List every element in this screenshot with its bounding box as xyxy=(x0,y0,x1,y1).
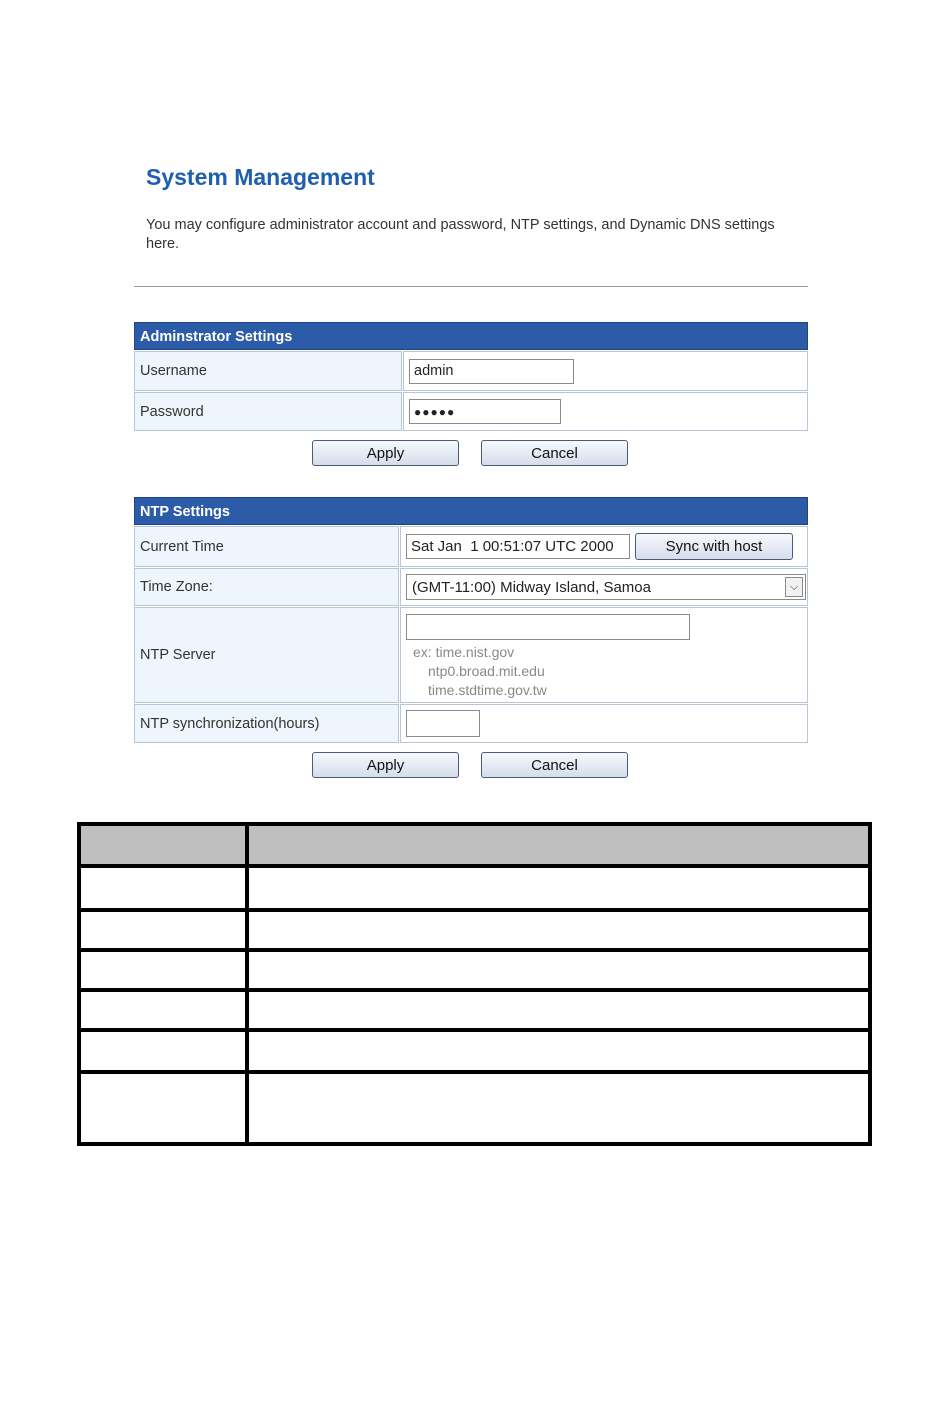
ntp-server-hints xyxy=(406,643,547,700)
doc-table-header-cell xyxy=(79,824,247,866)
doc-table-row xyxy=(79,1030,870,1072)
time-zone-row xyxy=(134,568,808,606)
username-input[interactable] xyxy=(409,359,574,384)
ntp-server-hint: ntp0.broad.mit.edu xyxy=(428,663,545,679)
ntp-server-hint: ex: time.nist.gov xyxy=(413,644,515,660)
doc-table xyxy=(77,822,872,1146)
time-zone-label: Time Zone: xyxy=(134,568,399,606)
admin-settings-header: Adminstrator Settings xyxy=(134,322,808,350)
admin-cancel-button[interactable]: Cancel xyxy=(481,440,628,466)
doc-table-cell xyxy=(79,990,247,1030)
doc-table-cell xyxy=(247,910,870,950)
password-row xyxy=(134,392,808,431)
doc-table-cell xyxy=(79,1072,247,1144)
page-title: System Management xyxy=(146,164,375,190)
sync-hours-label: NTP synchronization(hours) xyxy=(134,704,399,743)
sync-hours-row xyxy=(134,704,808,743)
doc-table-header-cell xyxy=(247,824,870,866)
time-zone-select[interactable] xyxy=(406,574,806,600)
doc-table-cell xyxy=(79,950,247,990)
doc-table-cell xyxy=(247,1072,870,1144)
doc-table-cell xyxy=(79,1030,247,1072)
username-cell xyxy=(403,351,808,391)
ntp-apply-button[interactable]: Apply xyxy=(312,752,459,778)
password-input[interactable]: ●●●●● xyxy=(409,399,561,424)
time-zone-selected: (GMT-11:00) Midway Island, Samoa xyxy=(412,578,651,596)
doc-table-header-row xyxy=(79,824,870,866)
page-description: You may configure administrator account and password, NTP settings, and Dynamic DNS settings here. xyxy=(146,217,775,252)
current-time-label: Current Time xyxy=(134,526,399,567)
sync-hours-cell xyxy=(400,704,808,743)
current-time-field[interactable]: Sat Jan 1 00:51:07 UTC 2000 xyxy=(406,534,630,559)
doc-table-cell xyxy=(247,950,870,990)
doc-table-cell xyxy=(247,866,870,910)
doc-table-row xyxy=(79,910,870,950)
doc-table-cell xyxy=(247,1030,870,1072)
doc-table-row xyxy=(79,990,870,1030)
chevron-down-icon[interactable]: ⌵ xyxy=(785,577,803,597)
sync-with-host-button[interactable]: Sync with host xyxy=(635,533,793,560)
current-time-cell xyxy=(400,526,808,567)
doc-table-row xyxy=(79,950,870,990)
ntp-server-row xyxy=(134,607,808,703)
password-label: Password xyxy=(134,392,402,431)
ntp-settings-section xyxy=(134,497,808,743)
divider xyxy=(134,286,808,287)
ntp-server-label: NTP Server xyxy=(134,607,399,703)
doc-table-row xyxy=(79,866,870,910)
doc-table-cell xyxy=(247,990,870,1030)
sync-hours-input[interactable] xyxy=(406,710,480,737)
ntp-server-input[interactable] xyxy=(406,614,690,640)
time-zone-cell xyxy=(400,568,808,606)
ntp-cancel-button[interactable]: Cancel xyxy=(481,752,628,778)
admin-apply-button[interactable]: Apply xyxy=(312,440,459,466)
doc-table-cell xyxy=(79,910,247,950)
password-cell xyxy=(403,392,808,431)
ntp-settings-header: NTP Settings xyxy=(134,497,808,525)
ntp-server-cell xyxy=(400,607,808,703)
doc-table-cell xyxy=(79,866,247,910)
admin-settings-section xyxy=(134,322,808,431)
doc-table-row xyxy=(79,1072,870,1144)
username-label: Username xyxy=(134,351,402,391)
username-row xyxy=(134,351,808,391)
current-time-row xyxy=(134,526,808,567)
ntp-server-hint: time.stdtime.gov.tw xyxy=(428,682,547,698)
